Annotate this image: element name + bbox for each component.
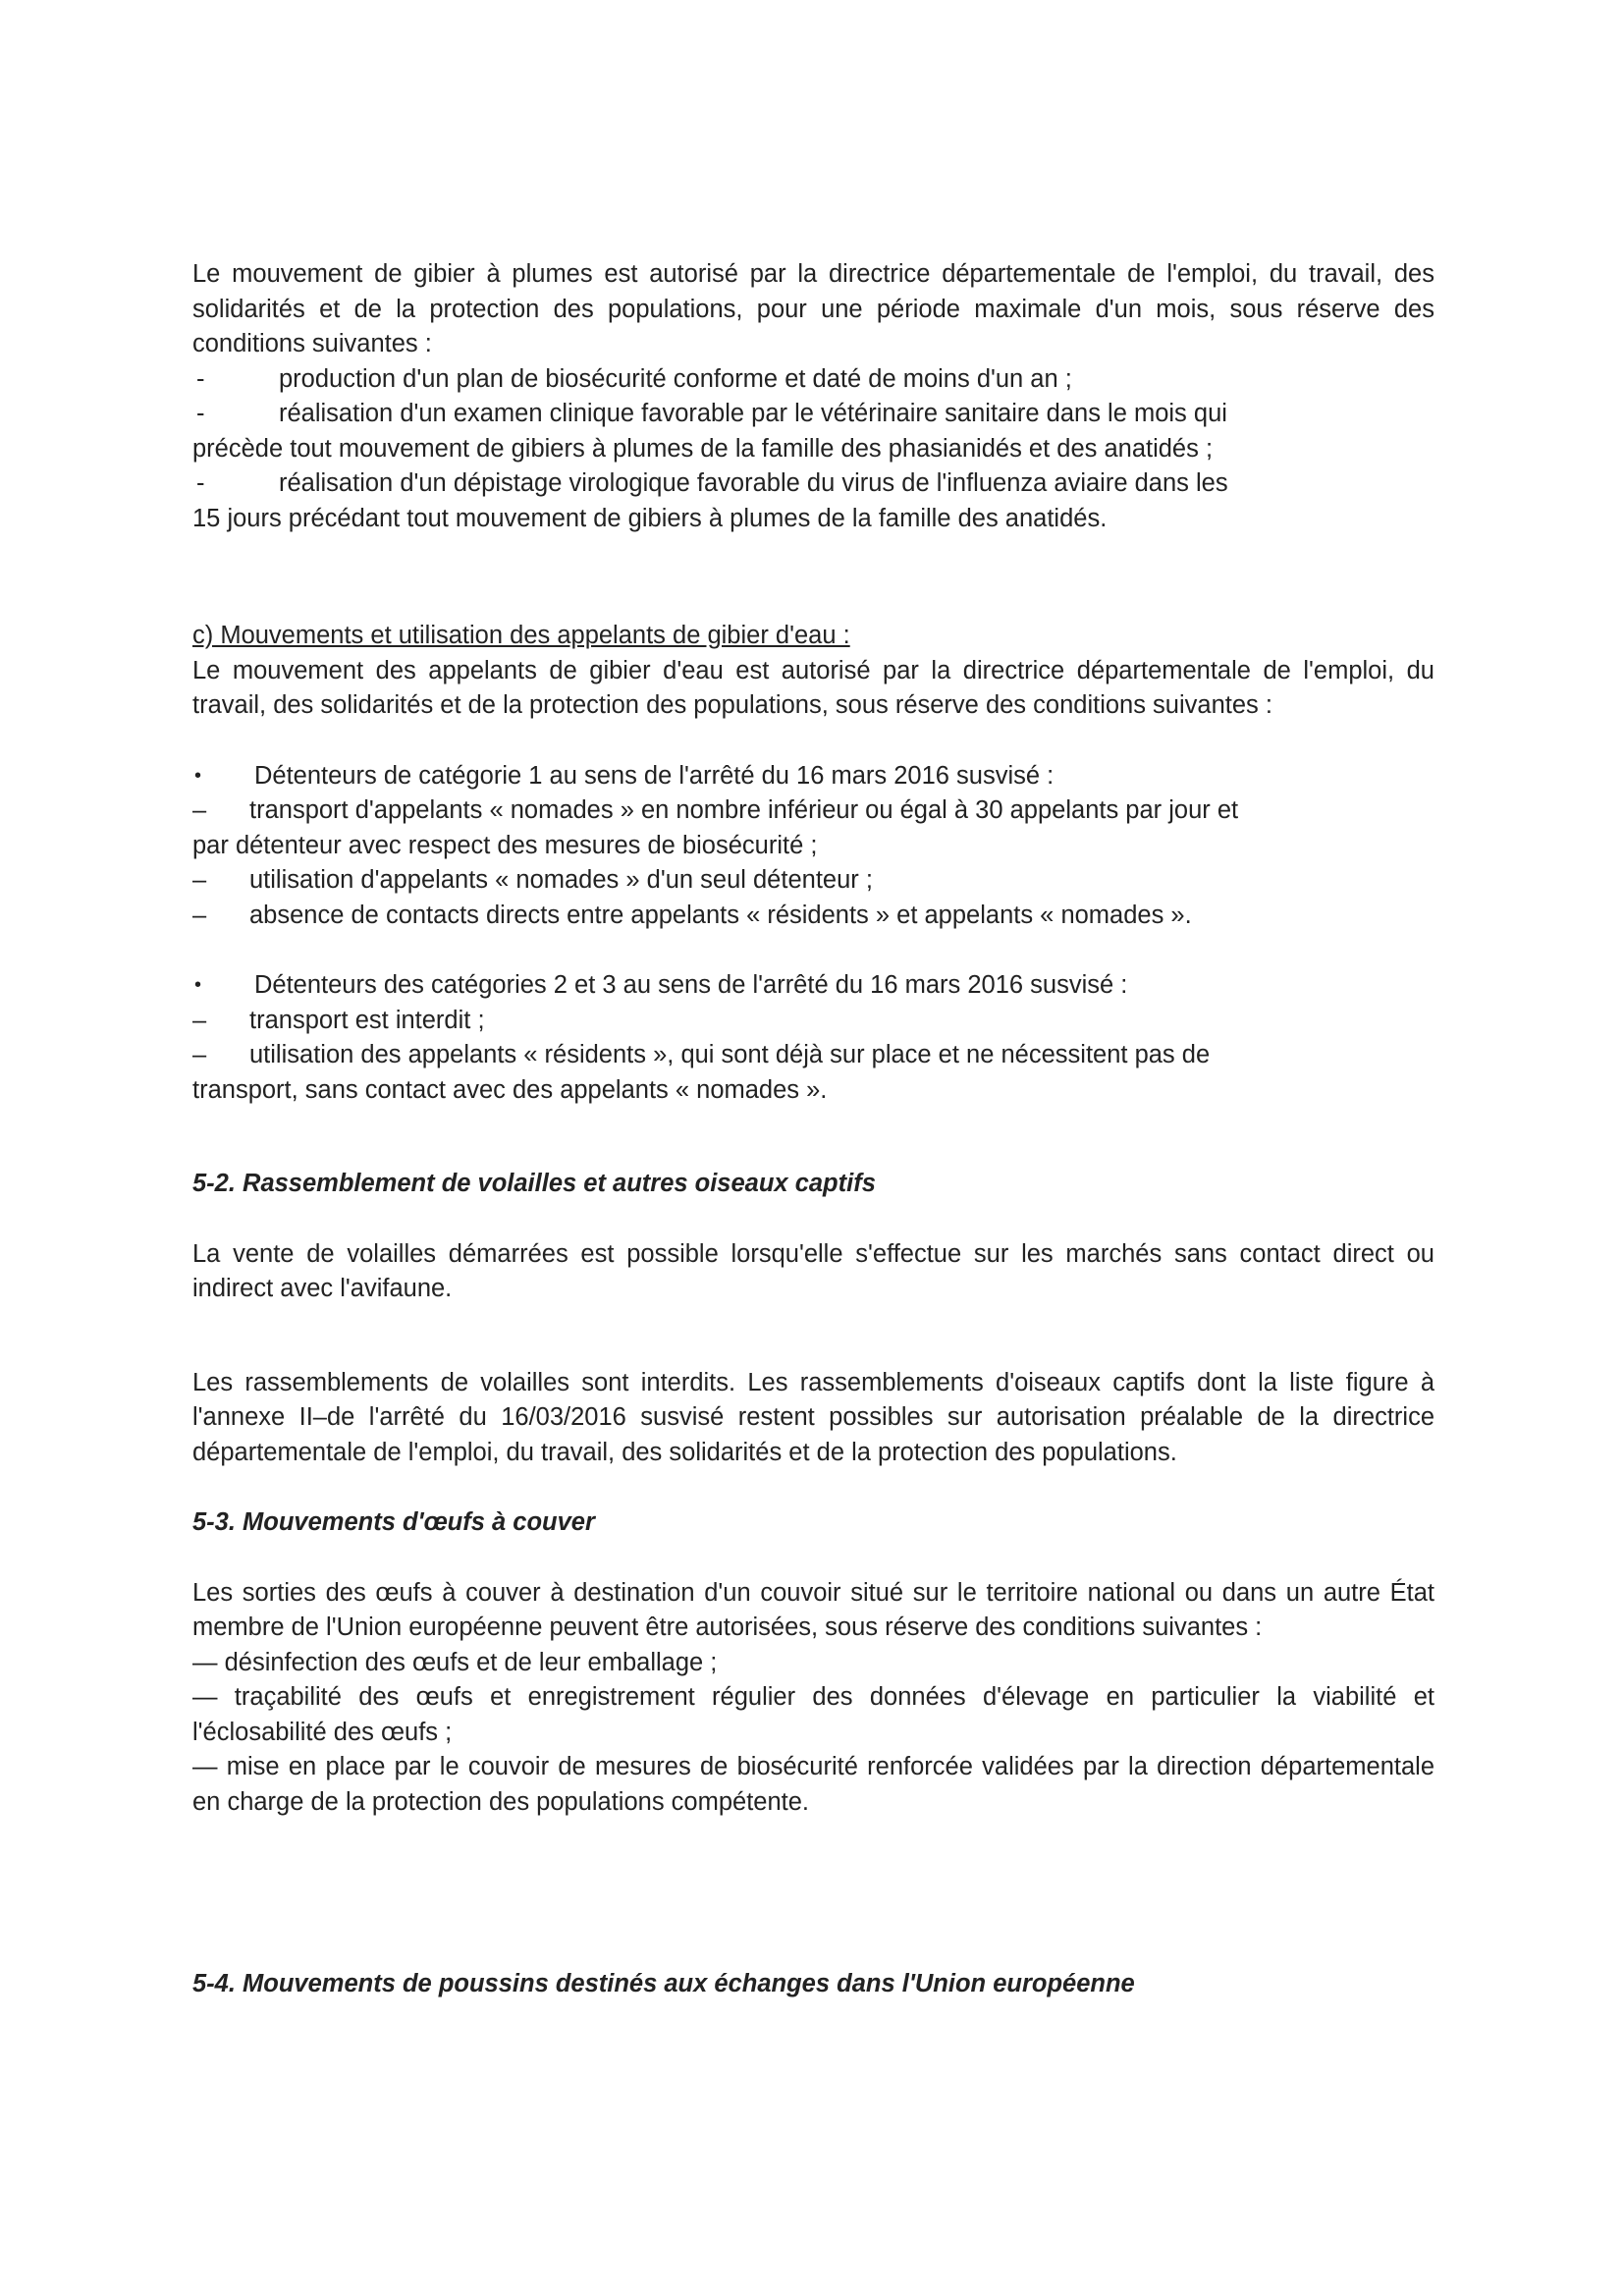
gibier-condition-3-text: réalisation d'un dépistage virologique favorable du virus de l'influenza aviaire dans les <box>279 469 1228 497</box>
section-5-3-title: 5-3. Mouvements d'œufs à couver <box>192 1508 595 1536</box>
group1-title: Détenteurs de catégorie 1 au sens de l'arrêté du 16 mars 2016 susvisé : <box>254 761 1055 790</box>
document-page <box>192 257 1434 2002</box>
group2-title: Détenteurs des catégories 2 et 3 au sens de l'arrêté du 16 mars 2016 susvisé : <box>254 971 1128 999</box>
bullet-marker: • <box>194 974 202 996</box>
section-5-3-item-3: — mise en place par le couvoir de mesures de biosécurité renforcée validées par la direction départementale en charge de la protection des populations compétente. <box>192 1753 1434 1816</box>
section-5-2-title: 5-2. Rassemblement de volailles et autres oiseaux captifs <box>192 1170 876 1197</box>
group2-item-1-text: transport est interdit ; <box>249 1006 485 1034</box>
appelants-title: c) Mouvements et utilisation des appelants de gibier d'eau : <box>192 622 850 649</box>
dash-marker: – <box>192 866 207 894</box>
dash-marker: – <box>192 796 207 824</box>
section-5-3-item-2: — traçabilité des œufs et enregistrement régulier des données d'élevage en particulier la viabilité et l'éclosabilité des œufs ; <box>192 1683 1434 1746</box>
group1-item-3 <box>192 899 1434 934</box>
gibier-condition-1-text: production d'un plan de biosécurité conforme et daté de moins d'un an ; <box>279 364 1072 393</box>
dash-marker: – <box>192 1006 207 1034</box>
section-5-4-title: 5-4. Mouvements de poussins destinés aux échanges dans l'Union européenne <box>192 1970 1135 1997</box>
group2-item-2-text: utilisation des appelants « résidents », qui sont déjà sur place et ne nécessitent pas de <box>249 1041 1211 1068</box>
section-5-3-intro: Les sorties des œufs à couver à destination d'un couvoir situé sur le territoire national ou dans un autre État membre de l'Union européenne peuvent être autorisées, sous réserve des conditions suivantes : <box>192 1578 1434 1641</box>
section-5-2-para1: La vente de volailles démarrées est possible lorsqu'elle s'effectue sur les marchés sans contact direct ou indirect avec l'avifaune. <box>192 1239 1434 1302</box>
group1-item-3-text: absence de contacts directs entre appelants « résidents » et appelants « nomades ». <box>249 901 1192 929</box>
gibier-condition-3 <box>192 466 1434 502</box>
group1-item-1-cont: par détenteur avec respect des mesures de biosécurité ; <box>192 831 818 859</box>
gibier-condition-2-text: réalisation d'un examen clinique favorable par le vétérinaire sanitaire dans le mois qui <box>279 400 1227 427</box>
group2-item-2 <box>192 1038 1434 1073</box>
dash-marker: - <box>196 364 205 393</box>
group2-item-2-cont: transport, sans contact avec des appelants « nomades ». <box>192 1075 828 1104</box>
group1-item-1 <box>192 793 1434 829</box>
gibier-condition-1 <box>192 362 1434 398</box>
group1-item-2-text: utilisation d'appelants « nomades » d'un seul détenteur ; <box>249 866 873 894</box>
group2-heading <box>192 968 1434 1004</box>
dash-marker: - <box>196 469 205 497</box>
group1-item-1-text: transport d'appelants « nomades » en nombre inférieur ou égal à 30 appelants par jour et <box>249 796 1239 824</box>
dash-marker: - <box>196 400 205 427</box>
group1-item-2 <box>192 863 1434 899</box>
gibier-intro: Le mouvement de gibier à plumes est autorisé par la directrice départementale de l'emploi, du travail, des solidarités et de la protection des populations, pour une période maximale d'un mois, sous réserve des conditions suivantes : <box>192 260 1434 357</box>
section-5-3-item-1: — désinfection des œufs et de leur emballage ; <box>192 1648 718 1676</box>
gibier-condition-2-cont: précède tout mouvement de gibiers à plumes de la famille des phasianidés et des anatidés ; <box>192 434 1214 463</box>
group1-heading <box>192 759 1434 794</box>
dash-marker: – <box>192 1041 207 1068</box>
section-5-2-para2: Les rassemblements de volailles sont interdits. Les rassemblements d'oiseaux captifs dont la liste figure à l'annexe II–de l'arrêté du 16/03/2016 susvisé restent possibles sur autorisation préalable de la directrice départementale de l'emploi, du travail, des solidarités et de la protection des populations. <box>192 1368 1434 1466</box>
dash-marker: – <box>192 901 207 929</box>
group2-item-1 <box>192 1004 1434 1039</box>
bullet-marker: • <box>194 764 202 787</box>
appelants-intro: Le mouvement des appelants de gibier d'eau est autorisé par la directrice départementale de l'emploi, du travail, des solidarités et de la protection des populations, sous réserve des conditions suivantes : <box>192 656 1434 719</box>
gibier-condition-2 <box>192 397 1434 432</box>
gibier-condition-3-cont: 15 jours précédant tout mouvement de gibiers à plumes de la famille des anatidés. <box>192 504 1108 532</box>
